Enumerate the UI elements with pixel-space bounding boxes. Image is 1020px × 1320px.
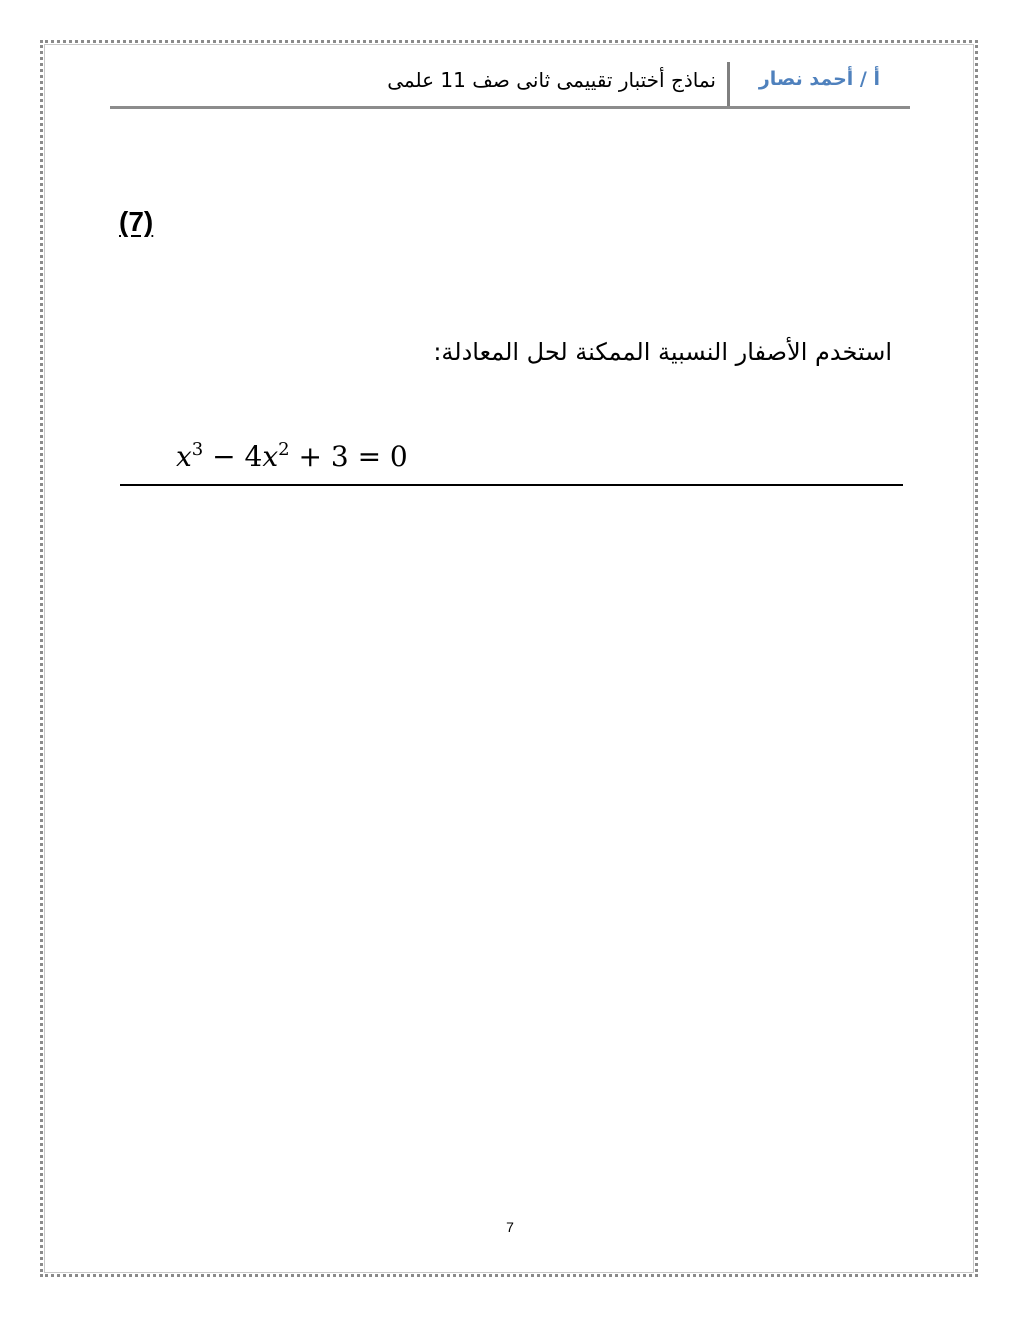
header-author: أ / أحمد نصار (758, 68, 880, 90)
equation-coef: 4 (244, 440, 263, 473)
header-divider (727, 62, 730, 106)
equation (176, 440, 408, 473)
header-title: نماذج أختبار تقييمى ثانى صف 11 علمى (387, 68, 716, 92)
page-header (110, 62, 908, 106)
equation-minus: − (203, 440, 245, 473)
equation-var-1: x (176, 440, 192, 473)
question-prompt: استخدم الأصفار النسبية الممكنة لحل المعادلة: (433, 338, 892, 366)
equation-rest: + 3 = 0 (289, 440, 408, 473)
header-rule (110, 106, 910, 109)
page-border (40, 40, 978, 1277)
equation-exp-2: 2 (278, 439, 290, 460)
answer-line (120, 484, 903, 486)
equation-exp-1: 3 (191, 439, 204, 460)
question-number: (7) (119, 206, 154, 237)
page-number: 7 (506, 1219, 514, 1235)
equation-var-2: x (262, 440, 279, 473)
